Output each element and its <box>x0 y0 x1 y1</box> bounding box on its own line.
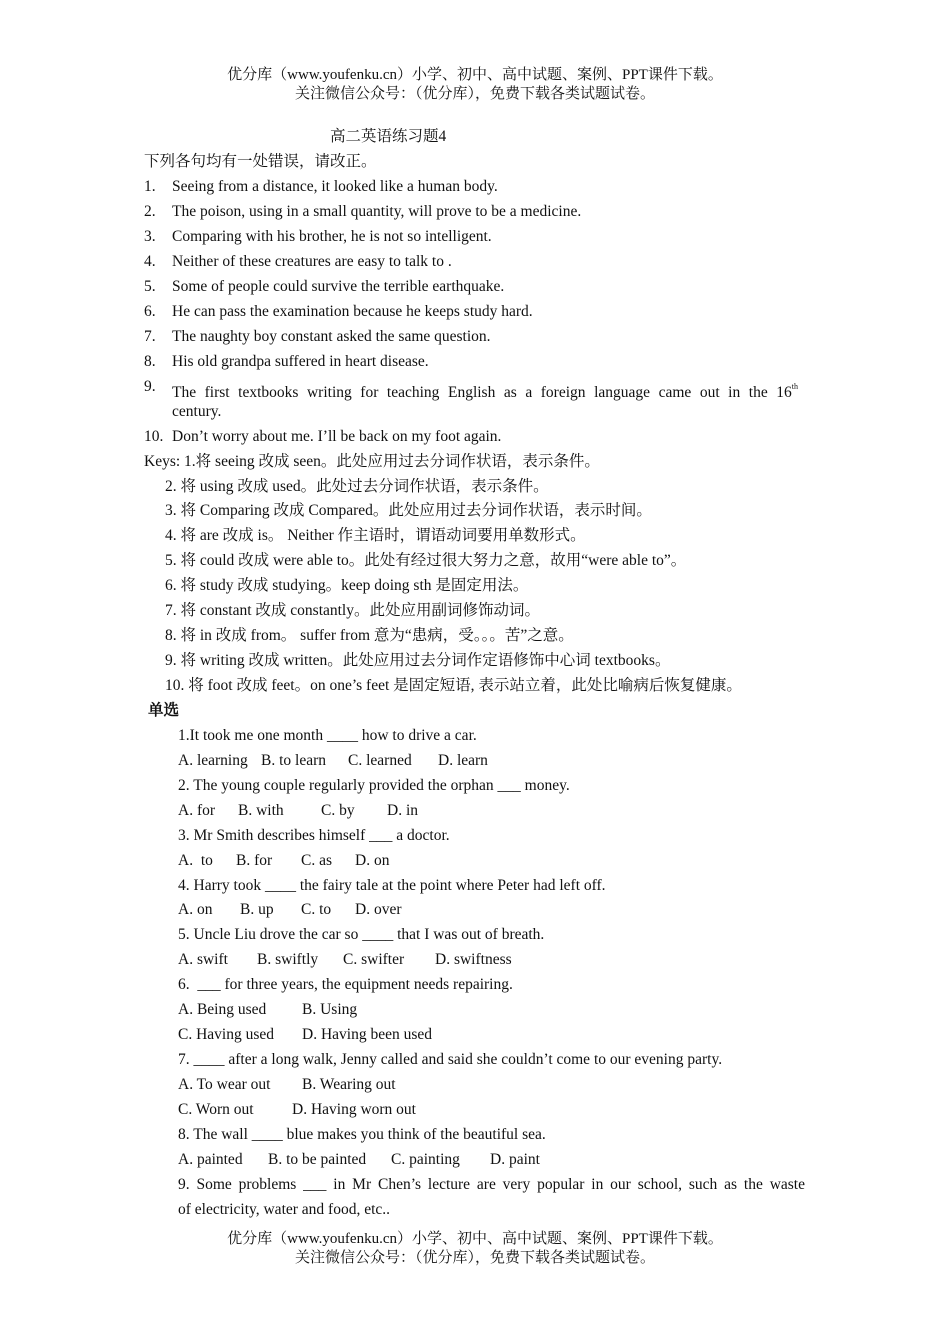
sentence-9 <box>144 377 798 403</box>
header-line-2: 关注微信公众号：（优分库），免费下载各类试题试卷。 <box>294 86 655 102</box>
footer-line-2: 关注微信公众号：（优分库），免费下载各类试题试卷。 <box>294 1250 655 1266</box>
option-a: A. swift <box>178 951 228 968</box>
option-c: C. swifter <box>343 951 405 968</box>
option-a: A. on <box>178 901 213 918</box>
keys-item-3: 3. 将 Comparing 改成 Compared。此处应用过去分词作状语，表示时间。 <box>165 502 652 519</box>
option-d: D. over <box>355 901 402 918</box>
sentence-text-main: The first textbooks writing for teaching English as a foreign language came out in the 16 <box>172 384 792 401</box>
option-b: B. for <box>236 852 273 869</box>
option-d: D. in <box>387 802 418 819</box>
option-b: B. to be painted <box>268 1151 367 1168</box>
sentence-text: The naughty boy constant asked the same question. <box>172 328 491 345</box>
sentence-8 <box>144 352 429 372</box>
keys-item-6: 6. 将 study 改成 studying。keep doing sth 是固定用法。 <box>165 577 529 594</box>
sentence-number: 8. <box>144 353 156 370</box>
option-d: D. on <box>355 852 390 869</box>
keys-item-2: 2. 将 using 改成 used。此处过去分词作状语，表示条件。 <box>165 478 549 495</box>
sentence-number: 10. <box>144 428 164 445</box>
sentence-9-continuation: century. <box>172 403 222 420</box>
sentence-number: 4. <box>144 253 156 270</box>
sentence-number: 7. <box>144 328 156 345</box>
sentence-5 <box>144 277 504 297</box>
sentence-text: His old grandpa suffered in heart disease. <box>172 353 429 370</box>
option-b: B. Wearing out <box>302 1076 396 1093</box>
sentence-text <box>172 377 798 403</box>
sentence-text: Comparing with his brother, he is not so intelligent. <box>172 228 492 245</box>
option-b: B. up <box>240 901 274 918</box>
option-d: D. paint <box>490 1151 540 1168</box>
sentence-text: He can pass the examination because he keeps study hard. <box>172 303 533 320</box>
sentence-number: 6. <box>144 303 156 320</box>
ordinal-superscript: th <box>791 382 798 391</box>
sentence-number: 2. <box>144 203 156 220</box>
sentence-4 <box>144 252 452 272</box>
keys-label: Keys: <box>144 453 185 470</box>
header-line-1: 优分库（www.youfenku.cn）小学、初中、高中试题、案例、PPT课件下载。 <box>227 67 723 83</box>
keys-item-1 <box>144 452 600 472</box>
sentence-text: Some of people could survive the terrible earthquake. <box>172 278 505 295</box>
option-c: C. Worn out <box>178 1101 254 1118</box>
option-d: D. Having worn out <box>292 1101 416 1118</box>
option-d: D. learn <box>438 752 488 769</box>
key-text: 1.将 seeing 改成 seen。此处应用过去分词作状语，表示条件。 <box>184 453 600 470</box>
question-1: 1.It took me one month ____ how to drive a car. <box>178 727 477 744</box>
sentence-number: 9. <box>144 378 156 395</box>
sentence-3 <box>144 227 492 247</box>
question-2: 2. The young couple regularly provided the orphan ___ money. <box>178 777 570 794</box>
option-a: A. learning <box>178 752 248 769</box>
section-heading: 单选 <box>148 702 180 719</box>
sentence-6 <box>144 302 533 322</box>
option-a: A. painted <box>178 1151 243 1168</box>
sentence-7 <box>144 327 491 347</box>
sentence-text: Neither of these creatures are easy to talk to . <box>172 253 452 270</box>
question-3: 3. Mr Smith describes himself ___ a doctor. <box>178 827 450 844</box>
sentence-2 <box>144 202 581 222</box>
keys-item-8: 8. 将 in 改成 from。 suffer from 意为“患病，受。。。苦”之意。 <box>165 627 574 644</box>
sentence-number: 3. <box>144 228 156 245</box>
footer-line-1: 优分库（www.youfenku.cn）小学、初中、高中试题、案例、PPT课件下载。 <box>227 1231 723 1247</box>
option-b: B. swiftly <box>257 951 319 968</box>
keys-item-7: 7. 将 constant 改成 constantly。此处应用副词修饰动词。 <box>165 602 540 619</box>
option-b: B. with <box>238 802 284 819</box>
option-c: C. to <box>301 901 332 918</box>
keys-item-4: 4. 将 are 改成 is。 Neither 作主语时，谓语动词要用单数形式。 <box>165 527 586 544</box>
sentence-10 <box>144 427 501 447</box>
page-title: 高二英语练习题4 <box>330 128 447 145</box>
keys-item-5: 5. 将 could 改成 were able to。此处有经过很大努力之意，故用“were able to”。 <box>165 552 687 569</box>
option-c: C. painting <box>391 1151 460 1168</box>
option-a: A. To wear out <box>178 1076 271 1093</box>
option-b: B. to learn <box>261 752 326 769</box>
question-6: 6. ___ for three years, the equipment needs repairing. <box>178 976 513 993</box>
option-c: C. Having used <box>178 1026 275 1043</box>
option-b: B. Using <box>302 1001 358 1018</box>
question-7: 7. ____ after a long walk, Jenny called and said she couldn’t come to our evening party. <box>178 1051 723 1068</box>
option-a: A. to <box>178 852 213 869</box>
question-5: 5. Uncle Liu drove the car so ____ that I was out of breath. <box>178 926 545 943</box>
sentence-number: 5. <box>144 278 156 295</box>
option-c: C. as <box>301 852 332 869</box>
sentence-number: 1. <box>144 178 156 195</box>
sentence-text: Don’t worry about me. I’ll be back on my foot again. <box>172 428 502 445</box>
sentence-1 <box>144 177 498 197</box>
keys-item-10: 10. 将 foot 改成 feet。on one’s feet 是固定短语, 表示站立着，此处比喻病后恢复健康。 <box>165 677 742 694</box>
question-9-continuation: of electricity, water and food, etc.. <box>178 1201 391 1218</box>
option-d: D. Having been used <box>302 1026 432 1043</box>
question-8: 8. The wall ____ blue makes you think of the beautiful sea. <box>178 1126 546 1143</box>
question-4: 4. Harry took ____ the fairy tale at the point where Peter had left off. <box>178 877 606 894</box>
option-d: D. swiftness <box>435 951 512 968</box>
keys-item-9: 9. 将 writing 改成 written。此处应用过去分词作定语修饰中心词 textbooks。 <box>165 652 671 669</box>
option-c: C. learned <box>348 752 412 769</box>
option-a: A. Being used <box>178 1001 267 1018</box>
option-a: A. for <box>178 802 216 819</box>
question-9: 9. Some problems ___ in Mr Chen’s lecture are very popular in our school, such as the waste <box>178 1176 805 1193</box>
option-c: C. by <box>321 802 355 819</box>
sentence-text: The poison, using in a small quantity, will prove to be a medicine. <box>172 203 582 220</box>
sentence-text: Seeing from a distance, it looked like a human body. <box>172 178 498 195</box>
instruction: 下列各句均有一处错误，请改正。 <box>144 153 377 170</box>
